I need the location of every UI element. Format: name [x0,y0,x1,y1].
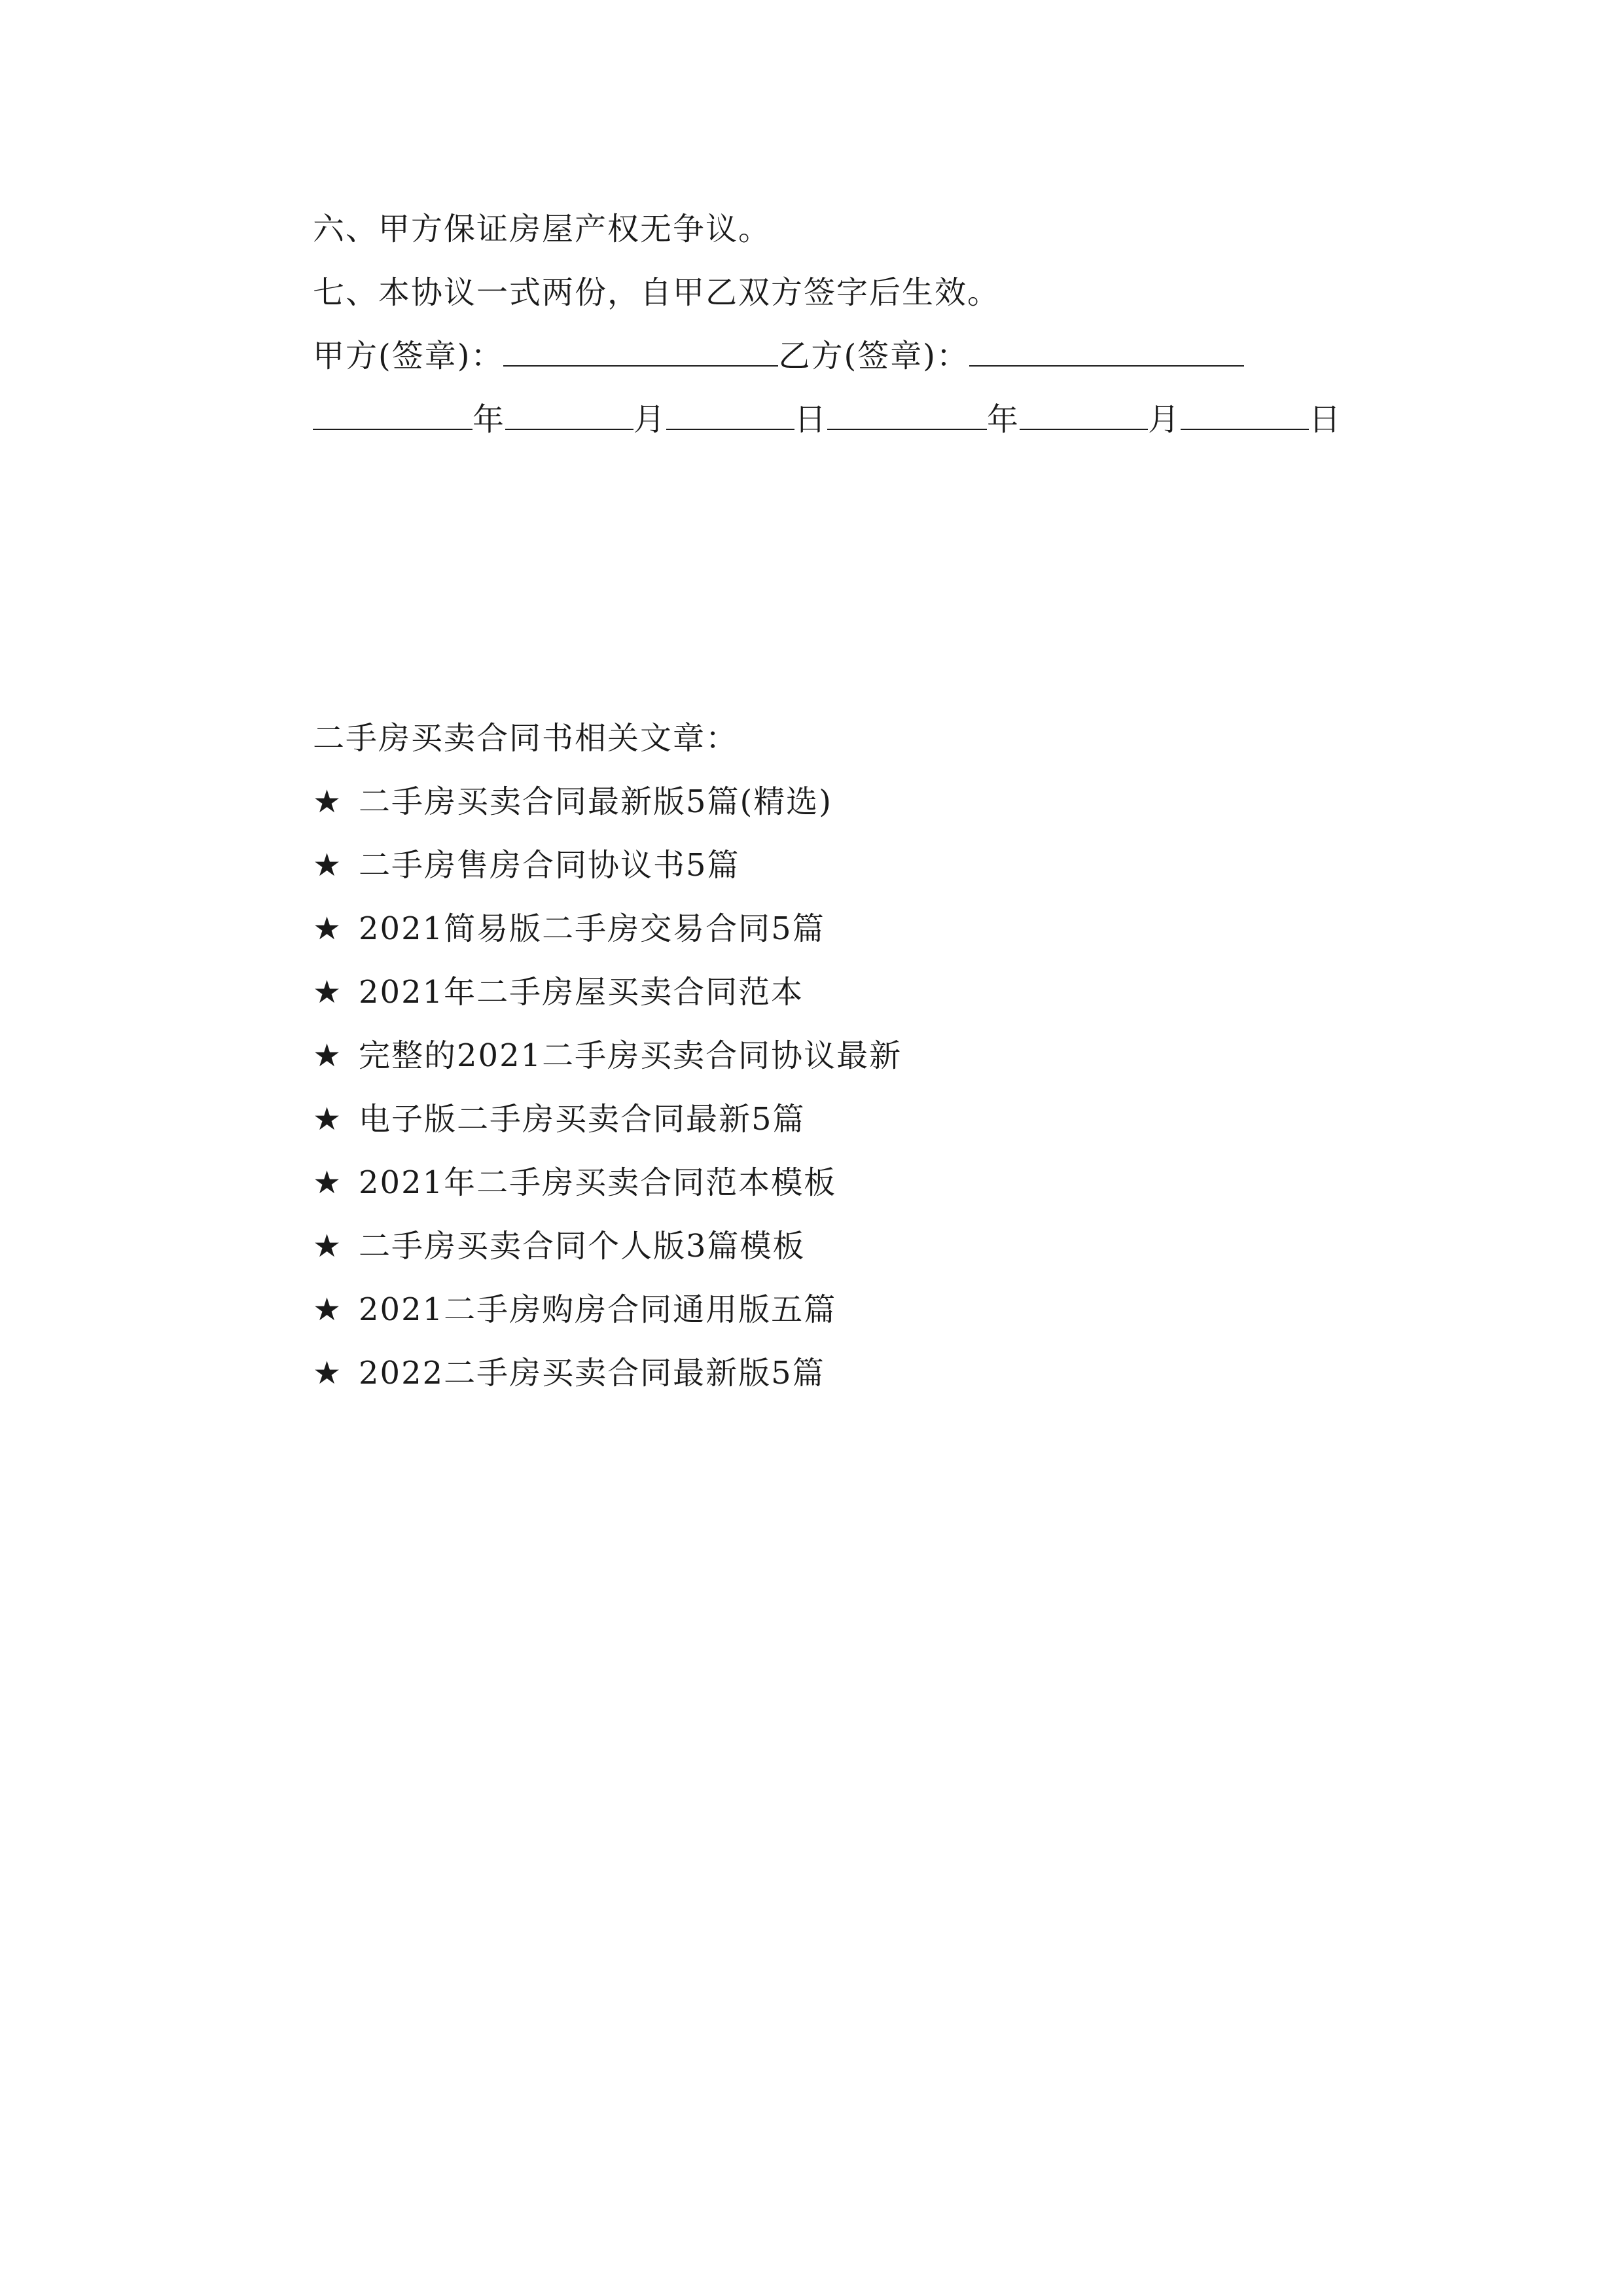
star-icon: ★ [313,1291,343,1328]
star-icon: ★ [313,1355,343,1391]
day-blank-a [666,400,794,430]
star-icon: ★ [313,910,343,947]
related-item-label[interactable]: 2021简易版二手房交易合同5篇 [359,910,825,947]
star-icon: ★ [313,847,343,884]
related-item[interactable] [313,973,804,1012]
star-icon: ★ [313,1101,343,1138]
month-label-a: 月 [633,401,667,438]
clause-6: 六、甲方保证房屋产权无争议。 [313,211,772,247]
clause-7: 七、本协议一式两份，自甲乙双方签字后生效。 [313,274,1001,311]
related-item-label[interactable]: 二手房买卖合同最新版5篇(精选) [359,783,832,820]
month-label-b: 月 [1148,401,1181,438]
related-item-label[interactable]: 二手房售房合同协议书5篇 [359,847,740,884]
star-icon: ★ [313,1228,343,1265]
related-item-label[interactable]: 2021年二手房屋买卖合同范本 [359,974,804,1011]
related-item-label[interactable]: 完整的2021二手房买卖合同协议最新 [359,1037,902,1074]
star-icon: ★ [313,1164,343,1201]
party-b-signature-blank [969,336,1244,367]
party-a-signature-blank [503,336,778,367]
related-item[interactable] [313,846,740,885]
related-item[interactable] [313,782,832,821]
month-blank-b [1020,400,1148,430]
related-item-label[interactable]: 电子版二手房买卖合同最新5篇 [359,1101,806,1138]
star-icon: ★ [313,974,343,1011]
date-row [313,400,1342,439]
year-blank-a [313,400,473,430]
party-a-label: 甲方(签章)： [313,338,504,374]
related-item[interactable] [313,1227,806,1266]
year-label-a: 年 [473,401,506,438]
day-label-a: 日 [794,401,828,438]
related-item[interactable] [313,1354,825,1393]
party-b-label: 乙方(签章)： [778,338,969,374]
related-heading: 二手房买卖合同书相关文章： [313,720,739,757]
star-icon: ★ [313,1037,343,1074]
related-item[interactable] [313,1036,902,1075]
related-item[interactable] [313,1100,806,1139]
day-label-b: 日 [1309,401,1342,438]
day-blank-b [1181,400,1309,430]
year-label-b: 年 [987,401,1020,438]
related-item-label[interactable]: 2022二手房买卖合同最新版5篇 [359,1355,825,1391]
related-item[interactable] [313,909,825,948]
signature-row [313,336,1244,376]
related-item-label[interactable]: 2021二手房购房合同通用版五篇 [359,1291,837,1328]
month-blank-a [505,400,633,430]
year-blank-b [827,400,987,430]
related-item[interactable] [313,1290,836,1329]
related-item-label[interactable]: 2021年二手房买卖合同范本模板 [359,1164,837,1201]
star-icon: ★ [313,783,343,820]
related-item[interactable] [313,1163,836,1202]
related-item-label[interactable]: 二手房买卖合同个人版3篇模板 [359,1228,806,1265]
